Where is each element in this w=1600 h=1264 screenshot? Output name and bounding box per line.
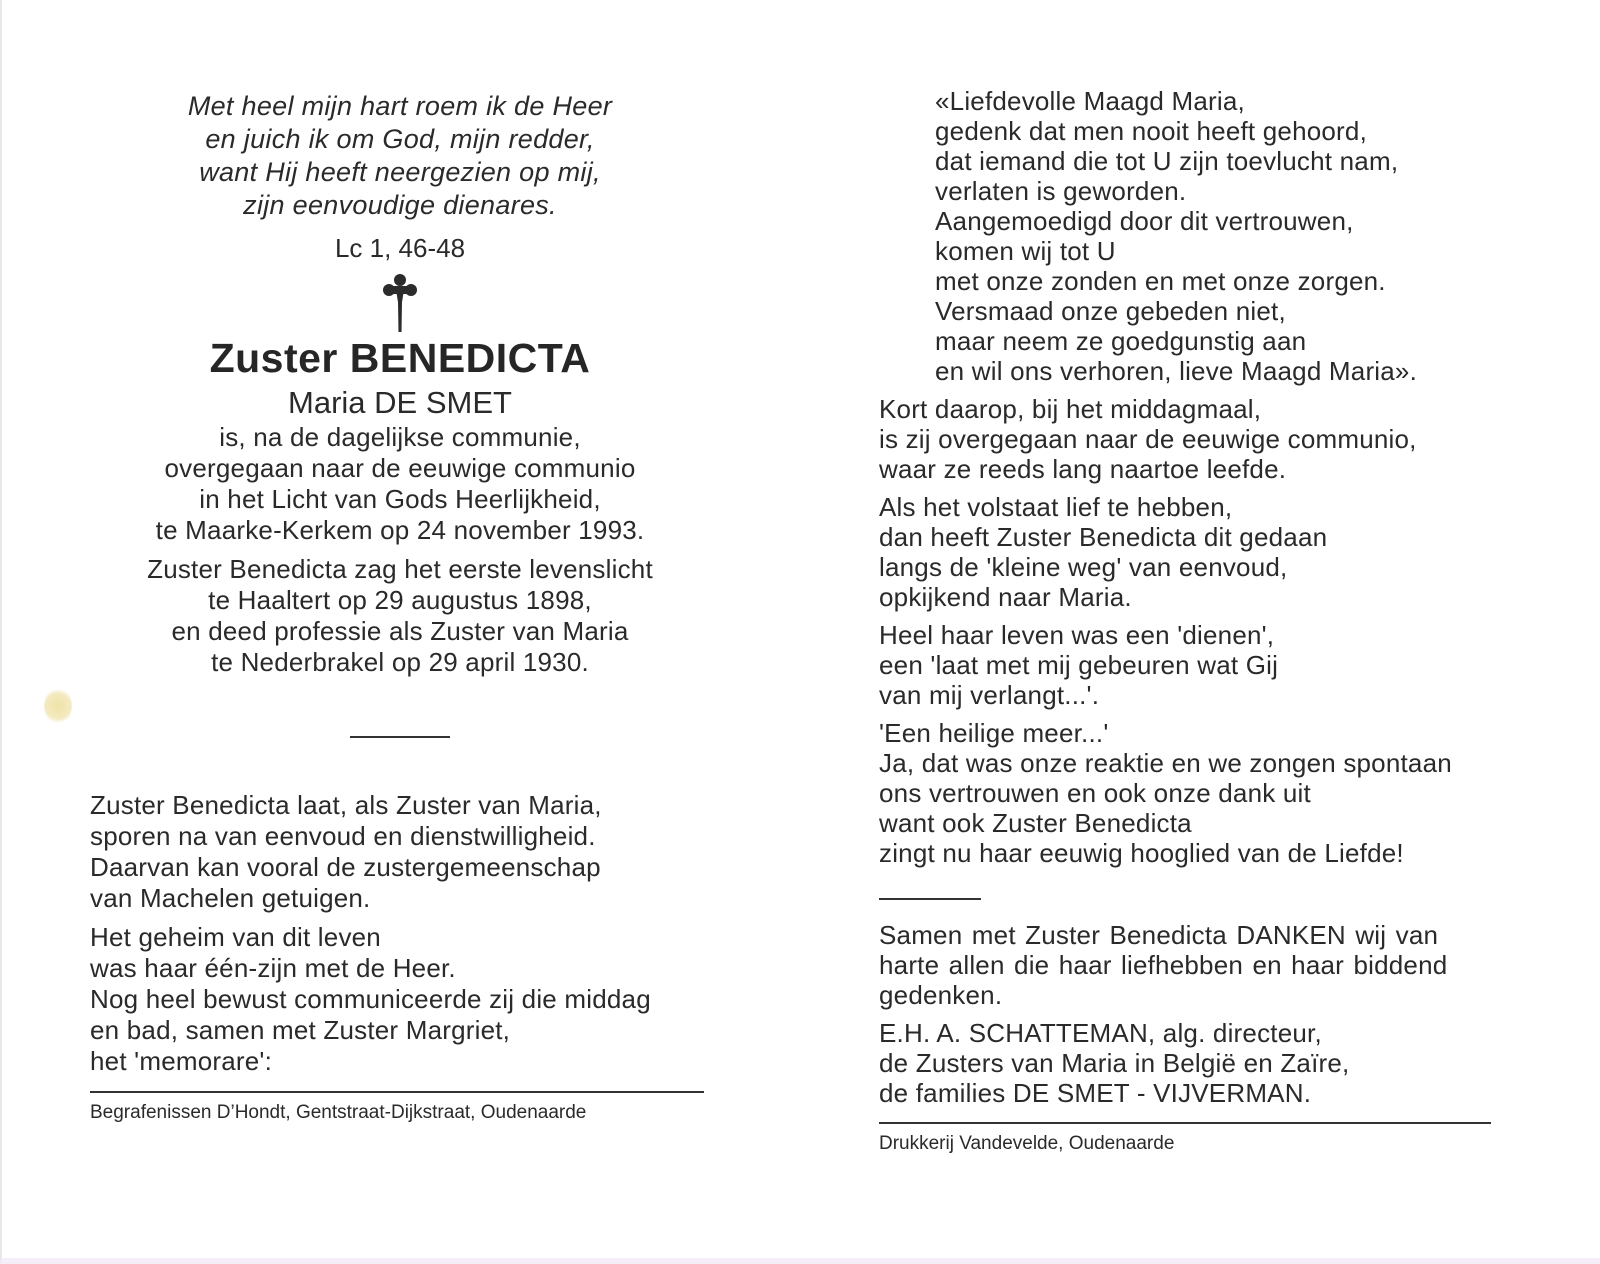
text-line: E.H. A. SCHATTEMAN, alg. directeur, <box>879 1018 1322 1048</box>
text-line: het 'memorare': <box>90 1046 272 1076</box>
verse-reference: Lc 1, 46-48 <box>334 233 466 263</box>
birth-profession-info <box>90 554 710 678</box>
text-line: Ja, dat was onze reaktie en we zongen spontaan <box>879 748 1452 778</box>
footer-divider <box>90 1091 704 1093</box>
text-line: langs de 'kleine weg' van eenvoud, <box>879 552 1288 582</box>
footer-divider <box>879 1122 1491 1124</box>
funeral-home-credit: Begrafenissen D’Hondt, Gentstraat-Dijkstraat, Oudenaarde <box>90 1102 587 1123</box>
signatories <box>879 1018 1535 1108</box>
cross-icon <box>380 272 420 334</box>
text-line: want ook Zuster Benedicta <box>879 808 1192 838</box>
text-line: en bad, samen met Zuster Margriet, <box>90 1015 511 1045</box>
memorare-prayer <box>895 86 1535 386</box>
text-line: van Machelen getuigen. <box>90 883 371 913</box>
text-line: harte allen die haar liefhebben en haar biddend <box>879 950 1448 980</box>
prayer-line: en wil ons verhoren, lieve Maagd Maria». <box>935 356 1418 386</box>
bible-verse <box>90 90 710 222</box>
tribute-paragraph <box>90 790 710 914</box>
love-paragraph <box>879 492 1535 612</box>
text-line: dan heeft Zuster Benedicta dit gedaan <box>879 522 1328 552</box>
verse-line: zijn eenvoudige dienares. <box>243 190 557 220</box>
text-line: is zij overgegaan naar de eeuwige communio, <box>879 424 1417 454</box>
text-line: waar ze reeds lang naartoe leefde. <box>879 454 1287 484</box>
left-column <box>90 90 710 1125</box>
thanks-paragraph <box>879 920 1535 1010</box>
text-line: Kort daarop, bij het middagmaal, <box>879 394 1262 424</box>
prayer-line: «Liefdevolle Maagd Maria, <box>935 86 1245 116</box>
text-line: gedenken. <box>879 980 1003 1010</box>
text-line: is, na de dagelijkse communie, <box>219 422 581 452</box>
text-line: Nog heel bewust communiceerde zij die middag <box>90 984 651 1014</box>
text-line: opkijkend naar Maria. <box>879 582 1132 612</box>
deceased-civil-name: Maria DE SMET <box>288 385 512 420</box>
text-line: Heel haar leven was een 'dienen', <box>879 620 1275 650</box>
text-line: sporen na van eenvoud en dienstwilligheid. <box>90 821 596 851</box>
text-line: Het geheim van dit leven <box>90 922 381 952</box>
text-line: de families DE SMET - VIJVERMAN. <box>879 1078 1312 1108</box>
prayer-line: gedenk dat men nooit heeft gehoord, <box>935 116 1367 146</box>
prayer-line: Versmaad onze gebeden niet, <box>935 296 1286 326</box>
text-line: en deed professie als Zuster van Maria <box>171 616 629 646</box>
prayer-line: dat iemand die tot U zijn toevlucht nam, <box>935 146 1399 176</box>
text-line: ons vertrouwen en ook onze dank uit <box>879 778 1311 808</box>
text-line: te Haaltert op 29 augustus 1898, <box>208 585 592 615</box>
text-line: Daarvan kan vooral de zustergemeenschap <box>90 852 601 882</box>
text-line: van mij verlangt...'. <box>879 680 1100 710</box>
text-line: te Maarke-Kerkem op 24 november 1993. <box>155 515 645 545</box>
divider <box>350 736 450 738</box>
text-line: Samen met Zuster Benedicta DANKEN wij van <box>879 920 1439 950</box>
prayer-line: komen wij tot U <box>935 236 1116 266</box>
death-announcement <box>90 422 710 546</box>
text-line: overgegaan naar de eeuwige communio <box>164 453 636 483</box>
secret-paragraph <box>90 922 710 1077</box>
prayer-line: maar neem ze goedgunstig aan <box>935 326 1307 356</box>
paper-stain <box>44 688 72 724</box>
text-line: Zuster Benedicta zag het eerste levenslicht <box>147 554 653 584</box>
service-paragraph <box>879 620 1535 710</box>
text-line: was haar één-zijn met de Heer. <box>90 953 456 983</box>
right-column <box>879 86 1535 1156</box>
text-line: in het Licht van Gods Heerlijkheid, <box>199 484 601 514</box>
divider <box>879 898 981 900</box>
printer-credit: Drukkerij Vandevelde, Oudenaarde <box>879 1133 1175 1154</box>
passing-paragraph <box>879 394 1535 484</box>
text-line: Als het volstaat lief te hebben, <box>879 492 1233 522</box>
text-line: 'Een heilige meer...' <box>879 718 1109 748</box>
deceased-name-title: Zuster BENEDICTA <box>209 335 591 381</box>
text-line: zingt nu haar eeuwig hooglied van de Liefde! <box>879 838 1404 868</box>
text-line: Zuster Benedicta laat, als Zuster van Maria, <box>90 790 602 820</box>
saint-paragraph <box>879 718 1535 868</box>
verse-line: Met heel mijn hart roem ik de Heer <box>187 91 613 121</box>
verse-line: want Hij heeft neergezien op mij, <box>199 157 601 187</box>
prayer-line: met onze zonden en met onze zorgen. <box>935 266 1386 296</box>
text-line: te Nederbrakel op 29 april 1930. <box>211 647 589 677</box>
text-line: de Zusters van Maria in België en Zaïre, <box>879 1048 1350 1078</box>
text-line: een 'laat met mij gebeuren wat Gij <box>879 650 1279 680</box>
verse-line: en juich ik om God, mijn redder, <box>205 124 595 154</box>
prayer-line: Aangemoedigd door dit vertrouwen, <box>935 206 1354 236</box>
prayer-line: verlaten is geworden. <box>935 176 1187 206</box>
